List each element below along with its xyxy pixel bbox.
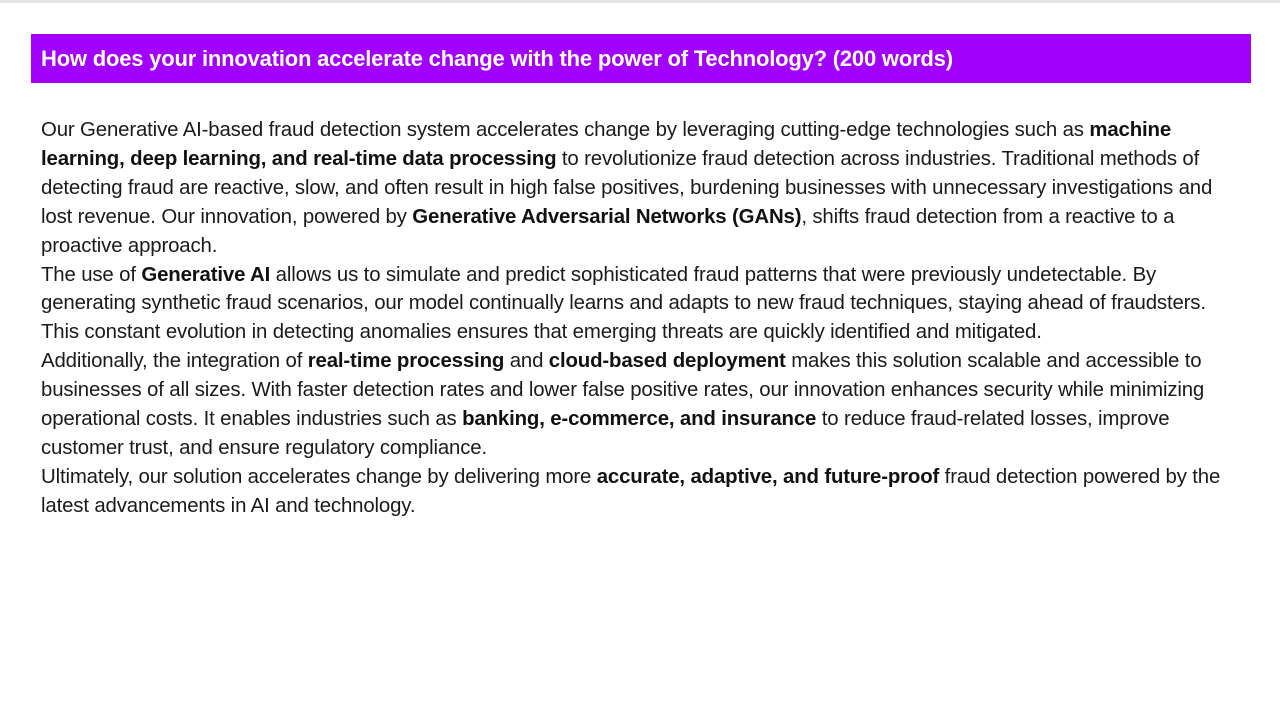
text-segment: makes this solution scalable and accessible to businesses of all sizes. With faster detection rates and lower false positive rates, our innovation enhances security while minimizing operational costs. It enables industries such as [41, 350, 1205, 431]
answer-body [41, 116, 1231, 521]
question-title: How does your innovation accelerate change with the power of Technology? (200 words) [41, 45, 953, 71]
text-segment: Additionally, the integration of [41, 350, 308, 373]
text-segment: to reduce fraud-related losses, improve customer trust, and ensure regulatory compliance. [41, 408, 1170, 459]
text-segment: fraud detection powered by the latest advancements in AI and technology. [41, 465, 1221, 517]
text-segment: and [504, 350, 549, 373]
bold-text-segment: banking, e-commerce, and insurance [462, 408, 817, 431]
bold-text-segment: Generative Adversarial Networks (GANs) [412, 205, 802, 228]
text-segment: Ultimately, our solution accelerates change by delivering more [41, 465, 597, 488]
text-segment: The use of [41, 263, 142, 286]
top-border [0, 0, 1280, 3]
question-header-bar [31, 34, 1251, 83]
text-segment: , shifts fraud detection from a reactive to a proactive approach. [41, 205, 1175, 257]
bold-text-segment: real-time processing [307, 350, 505, 373]
paragraph-4 [41, 463, 1231, 521]
paragraph-3 [41, 347, 1231, 463]
bold-text-segment: Generative AI [141, 263, 271, 286]
bold-text-segment: cloud-based deployment [548, 350, 786, 373]
paragraph-1 [41, 116, 1231, 261]
text-segment: to revolutionize fraud detection across industries. Traditional methods of detecting fraud are reactive, slow, and often result in high false positives, burdening businesses with unnecessary investigations and lost revenue. Our innovation, powered by [41, 147, 1213, 228]
text-segment: Our Generative AI-based fraud detection system accelerates change by leveraging cutting-edge technologies such as [41, 119, 1090, 141]
bold-text-segment: machine learning, deep learning, and real-time data processing [41, 119, 1172, 170]
paragraph-2 [41, 261, 1231, 348]
text-segment: allows us to simulate and predict sophisticated fraud patterns that were previously undetectable. By generating synthetic fraud scenarios, our model continually learns and adapts to new fraud techniques, staying ahead of fraudsters. This constant evolution in detecting anomalies ensures that emerging threats are quickly identified and mitigated. [41, 263, 1206, 344]
bold-text-segment: accurate, adaptive, and future-proof [596, 465, 940, 488]
